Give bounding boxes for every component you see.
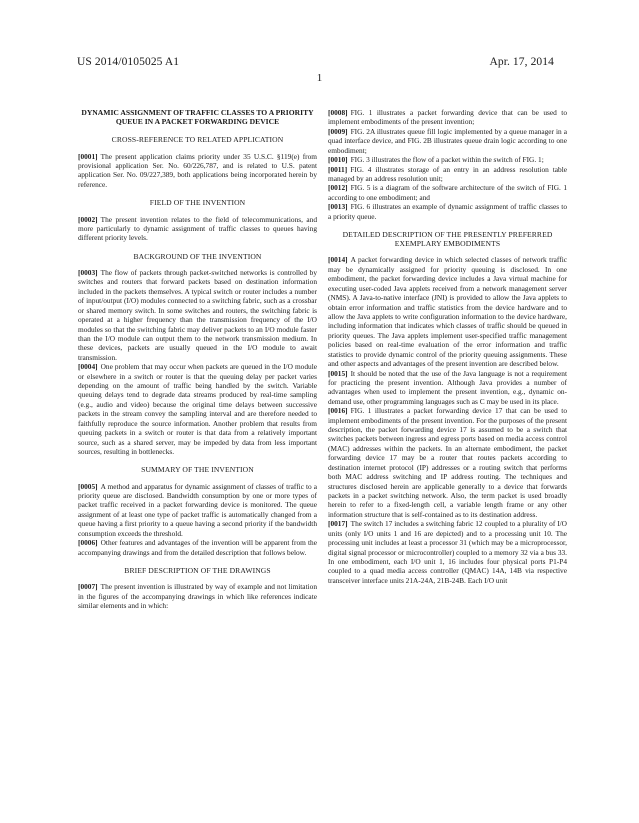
paragraph-0016: [328, 406, 567, 519]
paragraph-0017: [328, 519, 567, 585]
paragraph-text: The present application claims priority under 35 U.S.C. §119(e) from provisional application Ser. No. 60/226,787, and is related to U.S. patent application Ser. No. 09/227,389, both applications being incorporated herein by reference.: [78, 151, 317, 189]
publication-date: Apr. 17, 2014: [489, 56, 554, 68]
paragraph-text: FIG. 5 is a diagram of the software architecture of the switch of FIG. 1 according to one embodiment; and: [328, 183, 567, 202]
paragraph-0012: [328, 183, 567, 202]
left-column: [78, 108, 317, 610]
paragraph-0006: [78, 538, 317, 557]
paragraph-0001: [78, 152, 317, 190]
paragraph-0005: [78, 482, 317, 539]
paragraph-text: It should be noted that the use of the Java language is not a requirement for practicing the present invention. Although Java provides a number of advantages when used to implement the present invention, e.g., dynamic on-demand use, other programming languages such as C may be used in its place.: [328, 368, 567, 406]
paragraph-number: [0014]: [328, 255, 348, 265]
paragraph-0003: [78, 268, 317, 362]
paragraph-text: FIG. 3 illustrates the flow of a packet within the switch of FIG. 1;: [350, 155, 544, 165]
paragraph-0007: [78, 582, 317, 610]
paragraph-number: [0002]: [78, 214, 98, 224]
paragraph-number: [0016]: [328, 406, 348, 416]
section-heading-background-of-the-invention: BACKGROUND OF THE INVENTION: [133, 251, 262, 261]
paragraph-number: [0007]: [78, 582, 98, 592]
paragraph-number: [0005]: [78, 481, 98, 491]
paragraph-text: The present invention is illustrated by way of example and not limitation in the figures of the accompanying drawings in which like references indicate similar elements and in which:: [78, 582, 317, 611]
paragraph-number: [0008]: [328, 108, 348, 117]
paragraph-0002: [78, 215, 317, 243]
paragraph-text: FIG. 6 illustrates an example of dynamic assignment of traffic classes to a priority queue.: [328, 202, 567, 221]
section-heading-detailed-description-of-the-presently-preferred-exemplary-embodiments: DETAILED DESCRIPTION OF THE PRESENTLY PREFERRED EXEMPLARY EMBODIMENTS: [342, 230, 553, 249]
paragraph-text: FIG. 2A illustrates queue fill logic implemented by a queue manager in a quad interface device, and FIG. 2B illustrates queue drain logic according to one embodiment;: [328, 126, 567, 155]
page-number: 1: [316, 72, 323, 84]
paragraph-text: The flow of packets through packet-switched networks is controlled by switches and routers that forward packets based on destination information included in the packets themselves. A typical switch or router includes a number of input/output (I/O) modules connected to a switching fabric, such as a crossbar or shared memory switch. In some switches and routers, the switching fabric is operated at a higher frequency than the transmission frequency of the I/O modules so that the switching fabric may deliver packets to an I/O module faster than the I/O module can output them to the network transmission medium. In these devices, packets are usually queued in the I/O module to await transmission.: [78, 267, 317, 362]
section-heading-summary-of-the-invention: SUMMARY OF THE INVENTION: [141, 465, 254, 475]
paragraph-number: [0003]: [78, 267, 98, 277]
paragraph-number: [0011]: [328, 164, 348, 174]
paragraph-number: [0004]: [78, 362, 98, 372]
section-heading-field-of-the-invention: FIELD OF THE INVENTION: [149, 198, 246, 208]
paragraph-number: [0001]: [78, 151, 98, 161]
document-title: DYNAMIC ASSIGNMENT OF TRAFFIC CLASSES TO A PRIORITY QUEUE IN A PACKET FORWARDING DEVICE: [81, 108, 314, 127]
paragraph-text: FIG. 1 illustrates a packet forwarding device 17 that can be used to implement embodiments of the present invention. For the purposes of the present description, the packet forwarding device 17 is assumed to be a switch that switches packets between ingress and egress ports based on media access control (MAC) addresses within the packets. In an alternate embodiment, the packet forwarding device 17 may be a router that routes packets according to destination internet protocol (IP) addresses or a routing switch that performs both MAC address switching and IP address routing. The techniques and structures disclosed herein are applicable generally to a device that forwards packets in a packet switching network. Also, the term packet is used broadly herein to refer to a fixed-length cell, a variable length frame or any other information structure that is self-contained as to its destination address.: [328, 406, 567, 519]
paragraph-text: The present invention relates to the field of telecommunications, and more particularly to dynamic assignment of traffic classes to queues having different priority levels.: [78, 214, 317, 243]
paragraph-text: A method and apparatus for dynamic assignment of classes of traffic to a priority queue are disclosed. Bandwidth consumption by one or more types of packet traffic received in a packet forwarding device is monitored. The queue assignment of at least one type of packet traffic is automatically changed from a queue having a first priority to a queue having a second priority if the bandwidth consumption exceeds the threshold.: [78, 481, 317, 538]
paragraph-number: [0015]: [328, 368, 348, 378]
paragraph-text: FIG. 4 illustrates storage of an entry in an address resolution table managed by an address resolution unit;: [328, 164, 567, 183]
paragraph-text: FIG. 1 illustrates a packet forwarding device that can be used to implement embodiments of the present invention;: [328, 108, 567, 127]
paragraph-number: [0012]: [328, 183, 348, 193]
paragraph-0014: [328, 255, 567, 368]
publication-number: US 2014/0105025 A1: [77, 56, 180, 68]
paragraph-number: [0006]: [78, 538, 98, 548]
paragraph-0008: [328, 108, 567, 127]
paragraph-text: The switch 17 includes a switching fabric 12 coupled to a plurality of I/O units (only I/O units 1 and 16 are depicted) and to a processing unit 10. The processing unit includes at least a processor 31 (which may be a microprocessor, digital signal processor or microcontroller) coupled to a memory 32 via a bus 33. In one embodiment, each I/O unit 1, 16 includes four physical ports P1-P4 coupled to a quad media access controller (QMAC) 14A, 14B via respective transceiver interface units 21A-24A, 21B-24B. Each I/O unit: [328, 519, 567, 585]
right-column: [328, 108, 567, 585]
paragraph-0015: [328, 369, 567, 407]
paragraph-text: A packet forwarding device in which selected classes of network traffic may be dynamically assigned for priority queuing is disclosed. In one embodiment, the packet forwarding device includes a Java virtual machine for executing user-coded Java applets received from a network management server (NMS). A Java-to-native interface (JNI) is provided to allow the Java applets to obtain error information and traffic statistics from the device hardware and to allow the Java applets to write configuration information to the device hardware, including information that indicates which classes of traffic should be queued in priority queues. The Java applets implement user-specified traffic management policies based on real-time evaluation of the error information and traffic statistics to provide dynamic control of the priority queuing assignments. These and other aspects and advantages of the present invention are described below.: [328, 255, 567, 369]
paragraph-number: [0010]: [328, 155, 348, 165]
paragraph-text: One problem that may occur when packets are queued in the I/O module or elsewhere in a switch or router is that the queuing delay per packet varies depending on the amount of traffic being handled by the switch. Variable queuing delays tend to degrade data streams produced by real-time sampling (e.g., audio and video) because the original time delays between successive packets in the stream convey the sampling interval and are therefore needed to faithfully reproduce the source information. Another problem that results from queuing packets in a switch or router is that data from a relatively important source, such as a shared server, may be impeded by data from less important sources, resulting in bottlenecks.: [78, 362, 317, 456]
paragraph-0004: [78, 362, 317, 456]
paragraph-0010: [328, 155, 567, 164]
section-heading-brief-description-of-the-drawings: BRIEF DESCRIPTION OF THE DRAWINGS: [124, 565, 271, 575]
paragraph-text: Other features and advantages of the invention will be apparent from the accompanying drawings and from the detailed description that follows below.: [78, 538, 317, 557]
section-heading-cross-reference-to-related-application: CROSS-REFERENCE TO RELATED APPLICATION: [111, 135, 284, 145]
paragraph-number: [0017]: [328, 519, 348, 529]
paragraph-0011: [328, 165, 567, 184]
paragraph-number: [0009]: [328, 126, 348, 136]
paragraph-0009: [328, 127, 567, 155]
paragraph-number: [0013]: [328, 202, 348, 212]
paragraph-0013: [328, 202, 567, 221]
